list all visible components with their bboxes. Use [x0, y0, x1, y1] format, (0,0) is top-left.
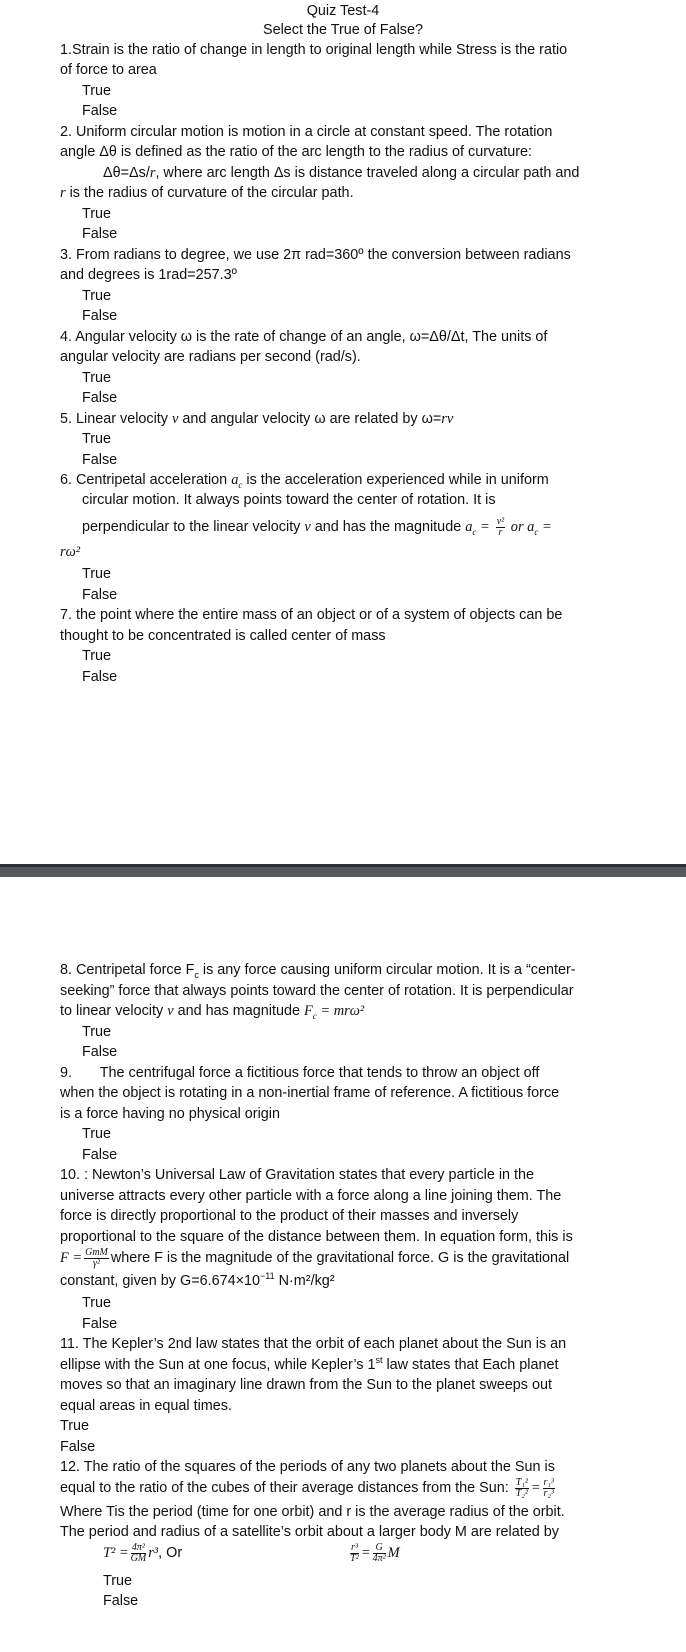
quiz-subtitle: Select the True of False? [263, 22, 423, 38]
q8-l1b: is any force causing uniform circular motion. It is a “center- [198, 962, 576, 978]
q8-l3c: and has magnitude [173, 1003, 304, 1019]
q8-line3 [60, 1002, 364, 1020]
q6-fraction [496, 517, 505, 538]
q6-true-option[interactable]: True [82, 566, 112, 582]
q12-frac2 [543, 1478, 555, 1499]
q2-line4-b: is the radius of curvature of the circular path. [65, 185, 354, 201]
q12-frac1-num: T₁² [515, 1476, 528, 1488]
q12-f1b: r³ [148, 1545, 159, 1561]
q8-line2: seeking” force that always points toward the center of rotation. It is perpendicular [60, 983, 574, 999]
q2-line4 [60, 184, 354, 202]
q4-false-option[interactable]: False [82, 390, 118, 406]
q12-line4: The period and radius of a satellite’s orbit about a larger body M are related by [60, 1524, 559, 1540]
q8-false-option[interactable]: False [82, 1044, 118, 1060]
q12-f2eq: = [360, 1545, 371, 1561]
q12-f1-frac [131, 1543, 147, 1564]
q6-line1 [60, 471, 549, 489]
q6-l3c: and has the magnitude [310, 519, 466, 535]
q12-f1c: , Or [158, 1545, 183, 1561]
q10-line2: universe attracts every other particle with a force along a line joining them. The [60, 1188, 562, 1204]
q7-line2: thought to be concentrated is called center of mass [60, 628, 386, 644]
q11-false-option[interactable]: False [60, 1439, 96, 1455]
q6-line2: circular motion. It always points toward the center of rotation. It is [82, 492, 496, 508]
q7-line1: 7. the point where the entire mass of an object or of a system of objects can be [60, 607, 563, 623]
q12-frac1 [515, 1478, 529, 1499]
q11-line3: moves so that an imaginary line drawn from the Sun to the planet sweeps out [60, 1377, 552, 1393]
q8-l1-sub: c [194, 969, 199, 980]
q3-line2: and degrees is 1rad=257.3º [60, 267, 237, 283]
q12-f2-num: r³ [351, 1541, 358, 1553]
q6-eq1-rest: = [476, 519, 490, 535]
q6-eq2: or a [507, 519, 535, 535]
q12-f2b: M [387, 1545, 400, 1561]
q9-line1: 9. The centrifugal force a fictitious force that tends to throw an object off [60, 1065, 540, 1081]
q9-false-option[interactable]: False [82, 1147, 118, 1163]
q6-eq1: a [465, 519, 473, 535]
q8-l3e: = mrω² [316, 1003, 365, 1019]
q11-true-option[interactable]: True [60, 1418, 90, 1434]
q5-v: v [171, 411, 179, 427]
q12-f1a: T² = [103, 1545, 129, 1561]
q4-true-option[interactable]: True [82, 370, 112, 386]
q10-fraction [84, 1248, 109, 1269]
q10-l6b: N·m²/kg² [274, 1273, 335, 1289]
q11-line2 [60, 1356, 558, 1374]
q7-true-option[interactable]: True [82, 648, 112, 664]
q12-line2 [60, 1475, 557, 1501]
q2-line4-r: r [60, 185, 66, 201]
q8-line1 [60, 961, 576, 979]
q6-eq2-sub: c [534, 526, 539, 537]
q8-l1a: 8. Centripetal force F [60, 962, 195, 978]
q6-frac-num: v² [496, 515, 505, 527]
q2-line3-a: Δθ=Δs/ [103, 165, 150, 181]
q10-true-option[interactable]: True [82, 1295, 112, 1311]
q10-F: F = [60, 1250, 83, 1266]
q5-c: and angular velocity ω are related by ω= [178, 411, 442, 427]
q5-false-option[interactable]: False [82, 452, 118, 468]
q10-l6-sup: −11 [260, 1271, 275, 1282]
q6-line4: rω² [60, 544, 81, 560]
q10-frac-den: γ² [93, 1257, 100, 1269]
q12-false-option[interactable]: False [103, 1593, 139, 1609]
q12-frac2-den: r₂³ [543, 1487, 554, 1499]
q8-l3F-sub: c [312, 1010, 317, 1021]
q11-l2b: law states that Each planet [382, 1357, 559, 1373]
q5-true-option[interactable]: True [82, 431, 112, 447]
q6-line3 [82, 515, 552, 539]
q10-l5b: where F is the magnitude of the gravitational force. G is the gravitational [110, 1250, 570, 1266]
q6-ac: a [231, 472, 239, 488]
quiz-title: Quiz Test-4 [306, 3, 380, 19]
q8-true-option[interactable]: True [82, 1024, 112, 1040]
q12-f1-num: 4π² [131, 1541, 145, 1553]
q12-frac2-num: r₁³ [543, 1476, 554, 1488]
q7-false-option[interactable]: False [82, 669, 118, 685]
q5-line1 [60, 410, 453, 428]
q12-f1-den: GM [130, 1552, 147, 1564]
q4-line2: angular velocity are radians per second (rad/s). [60, 349, 361, 365]
q12-f3-frac [373, 1543, 386, 1564]
q9-line3: is a force having no physical origin [60, 1106, 280, 1122]
q8-l3v: v [167, 1003, 174, 1019]
q12-true-option[interactable]: True [103, 1573, 133, 1589]
page-two [0, 880, 686, 1652]
q12-formula1 [103, 1540, 182, 1566]
q12-f2-frac [350, 1543, 359, 1564]
q10-line1: 10. : Newton’s Universal Law of Gravitation states that every particle in the [60, 1167, 535, 1183]
q12-eq: = [530, 1480, 541, 1496]
q12-f3-num: G [373, 1543, 386, 1554]
q10-line5 [60, 1246, 569, 1270]
q10-false-option[interactable]: False [82, 1316, 118, 1332]
q11-l2a: ellipse with the Sun at one focus, while Kepler’s 1 [60, 1357, 376, 1373]
q3-false-option[interactable]: False [82, 308, 118, 324]
q12-line1: 12. The ratio of the squares of the periods of any two planets about the Sun is [60, 1459, 555, 1475]
q1-true-option[interactable]: True [82, 83, 112, 99]
q12-l2: equal to the ratio of the cubes of their average distances from the Sun: [60, 1480, 509, 1496]
q6-eq1-sub: c [472, 526, 477, 537]
q6-eq2-rest: = [538, 519, 552, 535]
q6-l3v: v [304, 519, 311, 535]
q4-line1: 4. Angular velocity ω is the rate of change of an angle, ω=Δθ/Δt, The units of [60, 329, 548, 345]
q10-line3: force is directly proportional to the product of their masses and inversely [60, 1208, 519, 1224]
q6-ac-sub: c [238, 479, 243, 490]
q1-line1: 1.Strain is the ratio of change in length to original length while Stress is the ratio [60, 42, 568, 58]
q11-line4: equal areas in equal times. [60, 1398, 232, 1414]
q12-f2-den: T² [350, 1552, 359, 1564]
q9-line2: when the object is rotating in a non-inertial frame of reference. A fictitious force [60, 1085, 560, 1101]
q10-frac-num: GmM [85, 1246, 108, 1258]
q3-line1: 3. From radians to degree, we use 2π rad=360º the conversion between radians [60, 247, 571, 263]
q3-true-option[interactable]: True [82, 288, 112, 304]
q10-line6 [60, 1272, 335, 1290]
q2-line2: angle Δθ is defined as the ratio of the arc length to the radius of curvature: [60, 144, 532, 160]
q2-line3-r: r [149, 165, 156, 181]
q1-false-option[interactable]: False [82, 103, 118, 119]
q6-l1a: 6. Centripetal acceleration [60, 472, 232, 488]
q12-line3: Where Tis the period (time for one orbit) and r is the average radius of the orbit. [60, 1504, 565, 1520]
q12-formula2 [348, 1540, 400, 1566]
q8-l3F: F [304, 1003, 313, 1019]
q2-false-option[interactable]: False [82, 226, 118, 242]
q5-rv: rv [441, 411, 454, 427]
q11-line1: 11. The Kepler’s 2nd law states that the orbit of each planet about the Sun is an [60, 1336, 567, 1352]
q2-line1: 2. Uniform circular motion is motion in a circle at constant speed. The rotation [60, 124, 553, 140]
q11-l2-sup: st [375, 1355, 383, 1366]
q6-false-option[interactable]: False [82, 587, 118, 603]
q6-frac-den: r [498, 526, 503, 538]
q8-l3a: to linear velocity [60, 1003, 168, 1019]
q5-a: 5. Linear velocity [60, 411, 172, 427]
q2-true-option[interactable]: True [82, 206, 112, 222]
q1-line2: of force to area [60, 62, 157, 78]
q6-l3a: perpendicular to the linear velocity [82, 519, 305, 535]
q2-line3-c: , where arc length Δs is distance traveled along a circular path and [155, 165, 580, 181]
q2-line3 [103, 164, 579, 182]
q12-f3-den: 4π² [372, 1552, 386, 1564]
page-separator [0, 864, 686, 877]
q9-true-option[interactable]: True [82, 1126, 112, 1142]
q12-frac1-den: T₂² [515, 1487, 528, 1499]
q10-line4: proportional to the square of the distance between them. In equation form, this is [60, 1229, 573, 1245]
q6-l1d: is the acceleration experienced while in uniform [242, 472, 549, 488]
q10-l6a: constant, given by G=6.674×10 [60, 1273, 261, 1289]
